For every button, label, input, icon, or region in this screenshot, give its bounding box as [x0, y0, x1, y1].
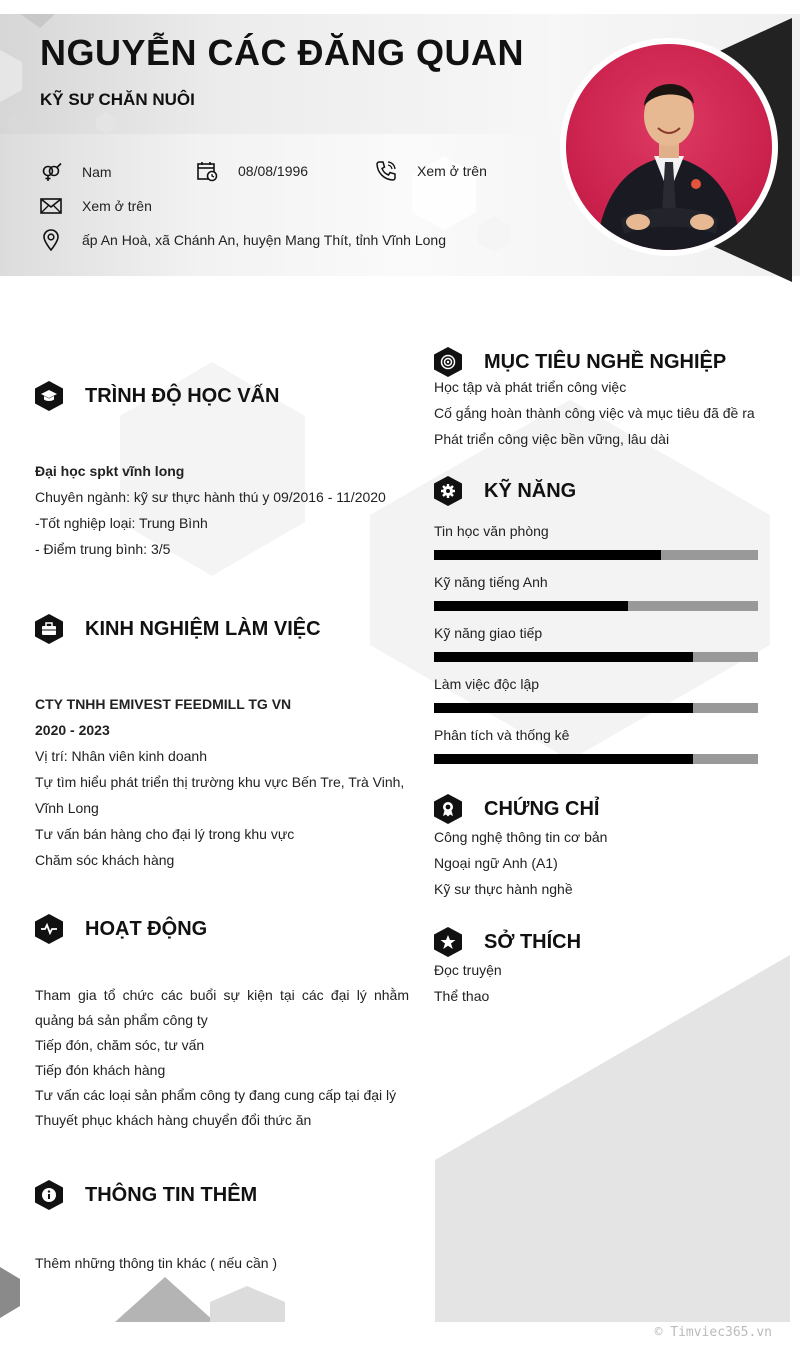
skill-label: Kỹ năng giao tiếp	[434, 625, 543, 641]
skill-bar	[434, 601, 758, 611]
avatar	[560, 38, 778, 256]
skill-bar	[434, 703, 758, 713]
graduation-cap-icon	[35, 381, 63, 411]
experience-line: Tự tìm hiểu phát triển thị trường khu vực Bến Tre, Trà Vinh, Vĩnh Long	[35, 774, 405, 816]
address-row	[40, 229, 446, 251]
skill-bar-fill	[434, 601, 628, 611]
education-title: TRÌNH ĐỘ HỌC VẤN	[85, 384, 280, 407]
skill-bar	[434, 652, 758, 662]
education-body	[35, 458, 415, 562]
skill-bar	[434, 550, 758, 560]
certificates-title: CHỨNG CHỈ	[484, 797, 600, 820]
objective-line: Học tập và phát triển công việc	[434, 379, 627, 395]
activity-line: Tiếp đón khách hàng	[35, 1062, 166, 1078]
skill-bar-fill	[434, 652, 693, 662]
gear-icon	[434, 476, 462, 506]
certificates-body	[434, 824, 774, 902]
certificate-line: Kỹ sư thực hành nghề	[434, 881, 573, 897]
objective-line: Phát triển công việc bền vững, lâu dài	[434, 431, 670, 447]
skill-label: Làm việc độc lập	[434, 676, 540, 692]
objective-line: Cố gắng hoàn thành công việc và mục tiêu đã đề ra	[434, 405, 755, 421]
extra-text: Thêm những thông tin khác ( nếu cần )	[35, 1255, 278, 1271]
info-icon	[35, 1180, 63, 1210]
candidate-name: NGUYỄN CÁC ĐĂNG QUAN	[40, 32, 525, 73]
certificate-line: Công nghệ thông tin cơ bản	[434, 829, 608, 845]
skill-bar-fill	[434, 550, 661, 560]
hobbies-title: SỞ THÍCH	[484, 930, 582, 953]
hobby-line: Thể thao	[434, 988, 490, 1004]
skill-label: Tin học văn phòng	[434, 523, 549, 539]
experience-title: KINH NGHIỆM LÀM VIỆC	[85, 617, 321, 640]
gender-row	[40, 161, 112, 183]
experience-heading	[35, 614, 321, 644]
phone-value: Xem ở trên	[417, 163, 487, 179]
company-name: CTY TNHH EMIVEST FEEDMILL TG VN	[35, 696, 292, 712]
activities-title: HOẠT ĐỘNG	[85, 917, 208, 940]
phone-row	[375, 160, 487, 182]
star-icon	[434, 927, 462, 957]
skill-bar-fill	[434, 754, 693, 764]
activity-line: Tiếp đón, chăm sóc, tư vấn	[35, 1037, 205, 1053]
map-pin-icon	[40, 229, 62, 251]
certificates-heading	[434, 794, 599, 824]
activity-line: Thuyết phục khách hàng chuyển đổi thức ăn	[35, 1112, 312, 1128]
birthday-row	[196, 160, 308, 182]
award-icon	[434, 794, 462, 824]
certificate-line: Ngoại ngữ Anh (A1)	[434, 855, 558, 871]
experience-body	[35, 691, 409, 873]
skill-bar-fill	[434, 703, 693, 713]
education-line: Chuyên ngành: kỹ sư thực hành thú y 09/2016 - 11/2020	[35, 489, 386, 505]
activities-heading	[35, 914, 207, 944]
profile-photo	[566, 44, 772, 250]
pulse-icon	[35, 914, 63, 944]
extra-heading	[35, 1180, 257, 1210]
job-title: KỸ SƯ CHĂN NUÔI	[40, 90, 195, 109]
education-line: -Tốt nghiệp loại: Trung Bình	[35, 515, 208, 531]
skill-label: Kỹ năng tiếng Anh	[434, 574, 548, 590]
skill-bar	[434, 754, 758, 764]
activities-body	[35, 983, 409, 1133]
envelope-icon	[40, 195, 62, 217]
gender-value: Nam	[82, 164, 112, 180]
birthday-value: 08/08/1996	[238, 163, 309, 179]
education-line: - Điểm trung bình: 3/5	[35, 541, 171, 557]
address-value: ấp An Hoà, xã Chánh An, huyện Mang Thít, tỉnh Vĩnh Long	[82, 232, 446, 248]
skills-title: KỸ NĂNG	[484, 479, 577, 502]
objective-title: MỤC TIÊU NGHỀ NGHIỆP	[484, 350, 727, 373]
education-heading	[35, 381, 279, 411]
work-period: 2020 - 2023	[35, 722, 110, 738]
experience-line: Vị trí: Nhân viên kinh doanh	[35, 748, 207, 764]
calendar-icon	[196, 160, 218, 182]
school-name: Đại học spkt vĩnh long	[35, 463, 185, 479]
activity-line: Tham gia tổ chức các buổi sự kiện tại các đại lý nhằm quảng bá sản phẩm công ty	[35, 987, 409, 1028]
hobbies-heading	[434, 927, 581, 957]
objective-body	[434, 374, 774, 452]
activity-line: Tư vấn các loại sản phẩm công ty đang cung cấp tại đại lý	[35, 1087, 397, 1103]
skill-label: Phân tích và thống kê	[434, 727, 570, 743]
hobby-line: Đọc truyện	[434, 962, 502, 978]
email-value: Xem ở trên	[82, 198, 152, 214]
phone-icon	[375, 160, 397, 182]
skills-heading	[434, 476, 576, 506]
experience-line: Chăm sóc khách hàng	[35, 852, 175, 868]
hobbies-body	[434, 957, 774, 1009]
gender-icon	[40, 161, 62, 183]
target-icon	[434, 347, 462, 377]
objective-heading	[434, 347, 726, 377]
extra-title: THÔNG TIN THÊM	[85, 1183, 258, 1206]
footer-watermark: © Timviec365.vn	[654, 1325, 772, 1340]
email-row	[40, 195, 152, 217]
briefcase-icon	[35, 614, 63, 644]
experience-line: Tư vấn bán hàng cho đại lý trong khu vực	[35, 826, 295, 842]
